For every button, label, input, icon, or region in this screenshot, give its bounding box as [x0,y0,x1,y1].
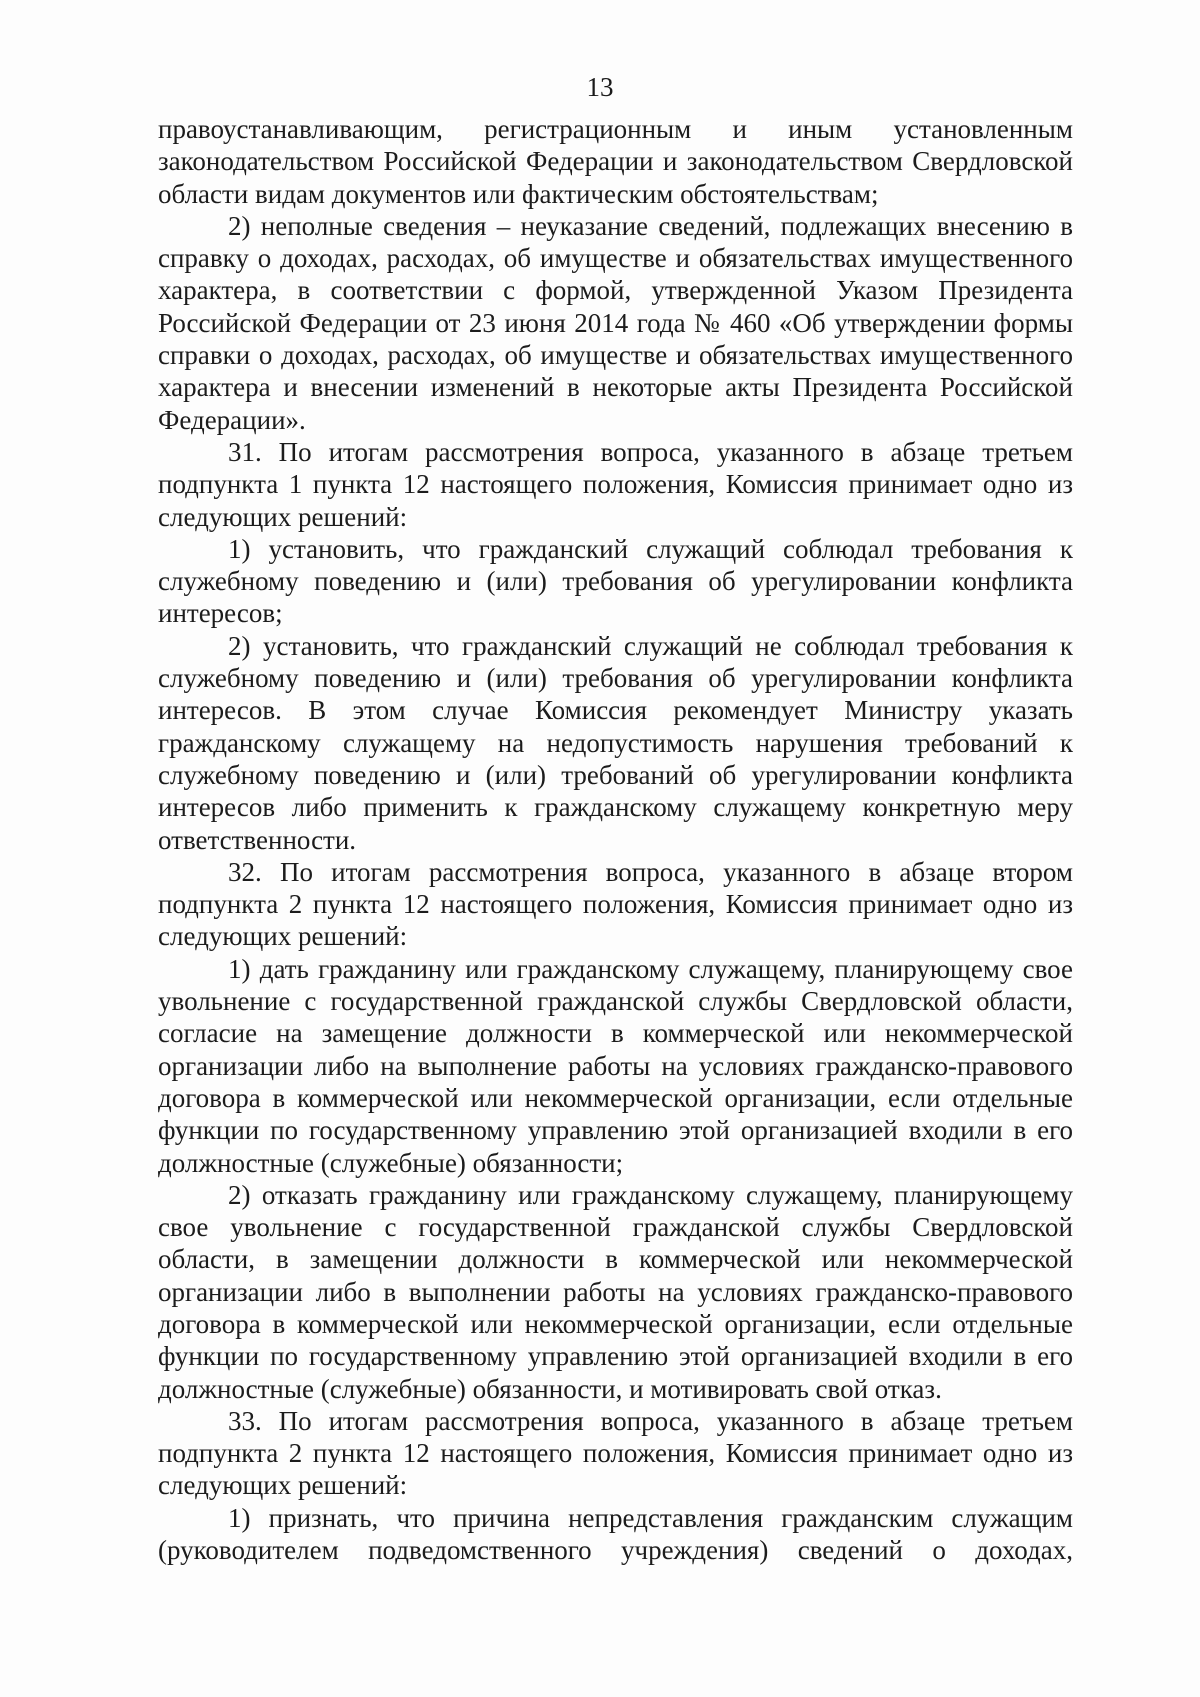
paragraph-item-32: 32. По итогам рассмотрения вопроса, указанного в абзаце втором подпункта 2 пункта 12 настоящего положения, Комиссия принимает одно из следующих решений: [158,856,1073,952]
paragraph-incomplete-info-definition: 2) неполные сведения – неуказание сведений, подлежащих внесению в справку о доходах, расходах, об имуществе и обязательствах имущественного характера, в соответствии с формой, утвержденной Указом Президента Российской Федерации от 23 июня 2014 года № 460 «Об утверждении формы справки о доходах, расходах, об имуществе и обязательствах имущественного характера и внесении изменений в некоторые акты Президента Российской Федерации». [158,210,1073,435]
document-body [158,113,1073,1566]
paragraph-item-31-1: 1) установить, что гражданский служащий соблюдал требования к служебному поведению и (или) требования об урегулировании конфликта интересов; [158,533,1073,629]
paragraph-continuation: правоустанавливающим, регистрационным и иным установленным законодательством Российской Федерации и законодательством Свердловской области видам документов или фактическим обстоятельствам; [158,114,1073,209]
paragraph-item-33-1: 1) признать, что причина непредставления гражданским служащим (руководителем подведомственного учреждения) сведений о доходах, [158,1502,1073,1566]
paragraph-item-33: 33. По итогам рассмотрения вопроса, указанного в абзаце третьем подпункта 2 пункта 12 настоящего положения, Комиссия принимает одно из следующих решений: [158,1405,1073,1501]
paragraph-item-31: 31. По итогам рассмотрения вопроса, указанного в абзаце третьем подпункта 1 пункта 12 настоящего положения, Комиссия принимает одно из следующих решений: [158,436,1073,532]
page-number: 13 [586,72,614,102]
paragraph-item-32-2: 2) отказать гражданину или гражданскому служащему, планирующему свое увольнение с государственной гражданской службы Свердловской области, в замещении должности в коммерческой или некоммерческой организации либо в выполнении работы на условиях гражданско-правового договора в коммерческой или некоммерческой организации, если отдельные функции по государственному управлению этой организацией входили в его должностные (служебные) обязанности, и мотивировать свой отказ. [158,1179,1073,1404]
paragraph-item-31-2: 2) установить, что гражданский служащий не соблюдал требования к служебному поведению и (или) требования об урегулировании конфликта интересов. В этом случае Комиссия рекомендует Министру указать гражданскому служащему на недопустимость нарушения требований к служебному поведению и (или) требований об урегулировании конфликта интересов либо применить к гражданскому служащему конкретную меру ответственности. [158,630,1073,855]
paragraph-item-32-1: 1) дать гражданину или гражданскому служащему, планирующему свое увольнение с государственной гражданской службы Свердловской области, согласие на замещение должности в коммерческой или некоммерческой организации либо на выполнение работы на условиях гражданско-правового договора в коммерческой или некоммерческой организации, если отдельные функции по государственному управлению этой организацией входили в его должностные (служебные) обязанности; [158,953,1073,1178]
